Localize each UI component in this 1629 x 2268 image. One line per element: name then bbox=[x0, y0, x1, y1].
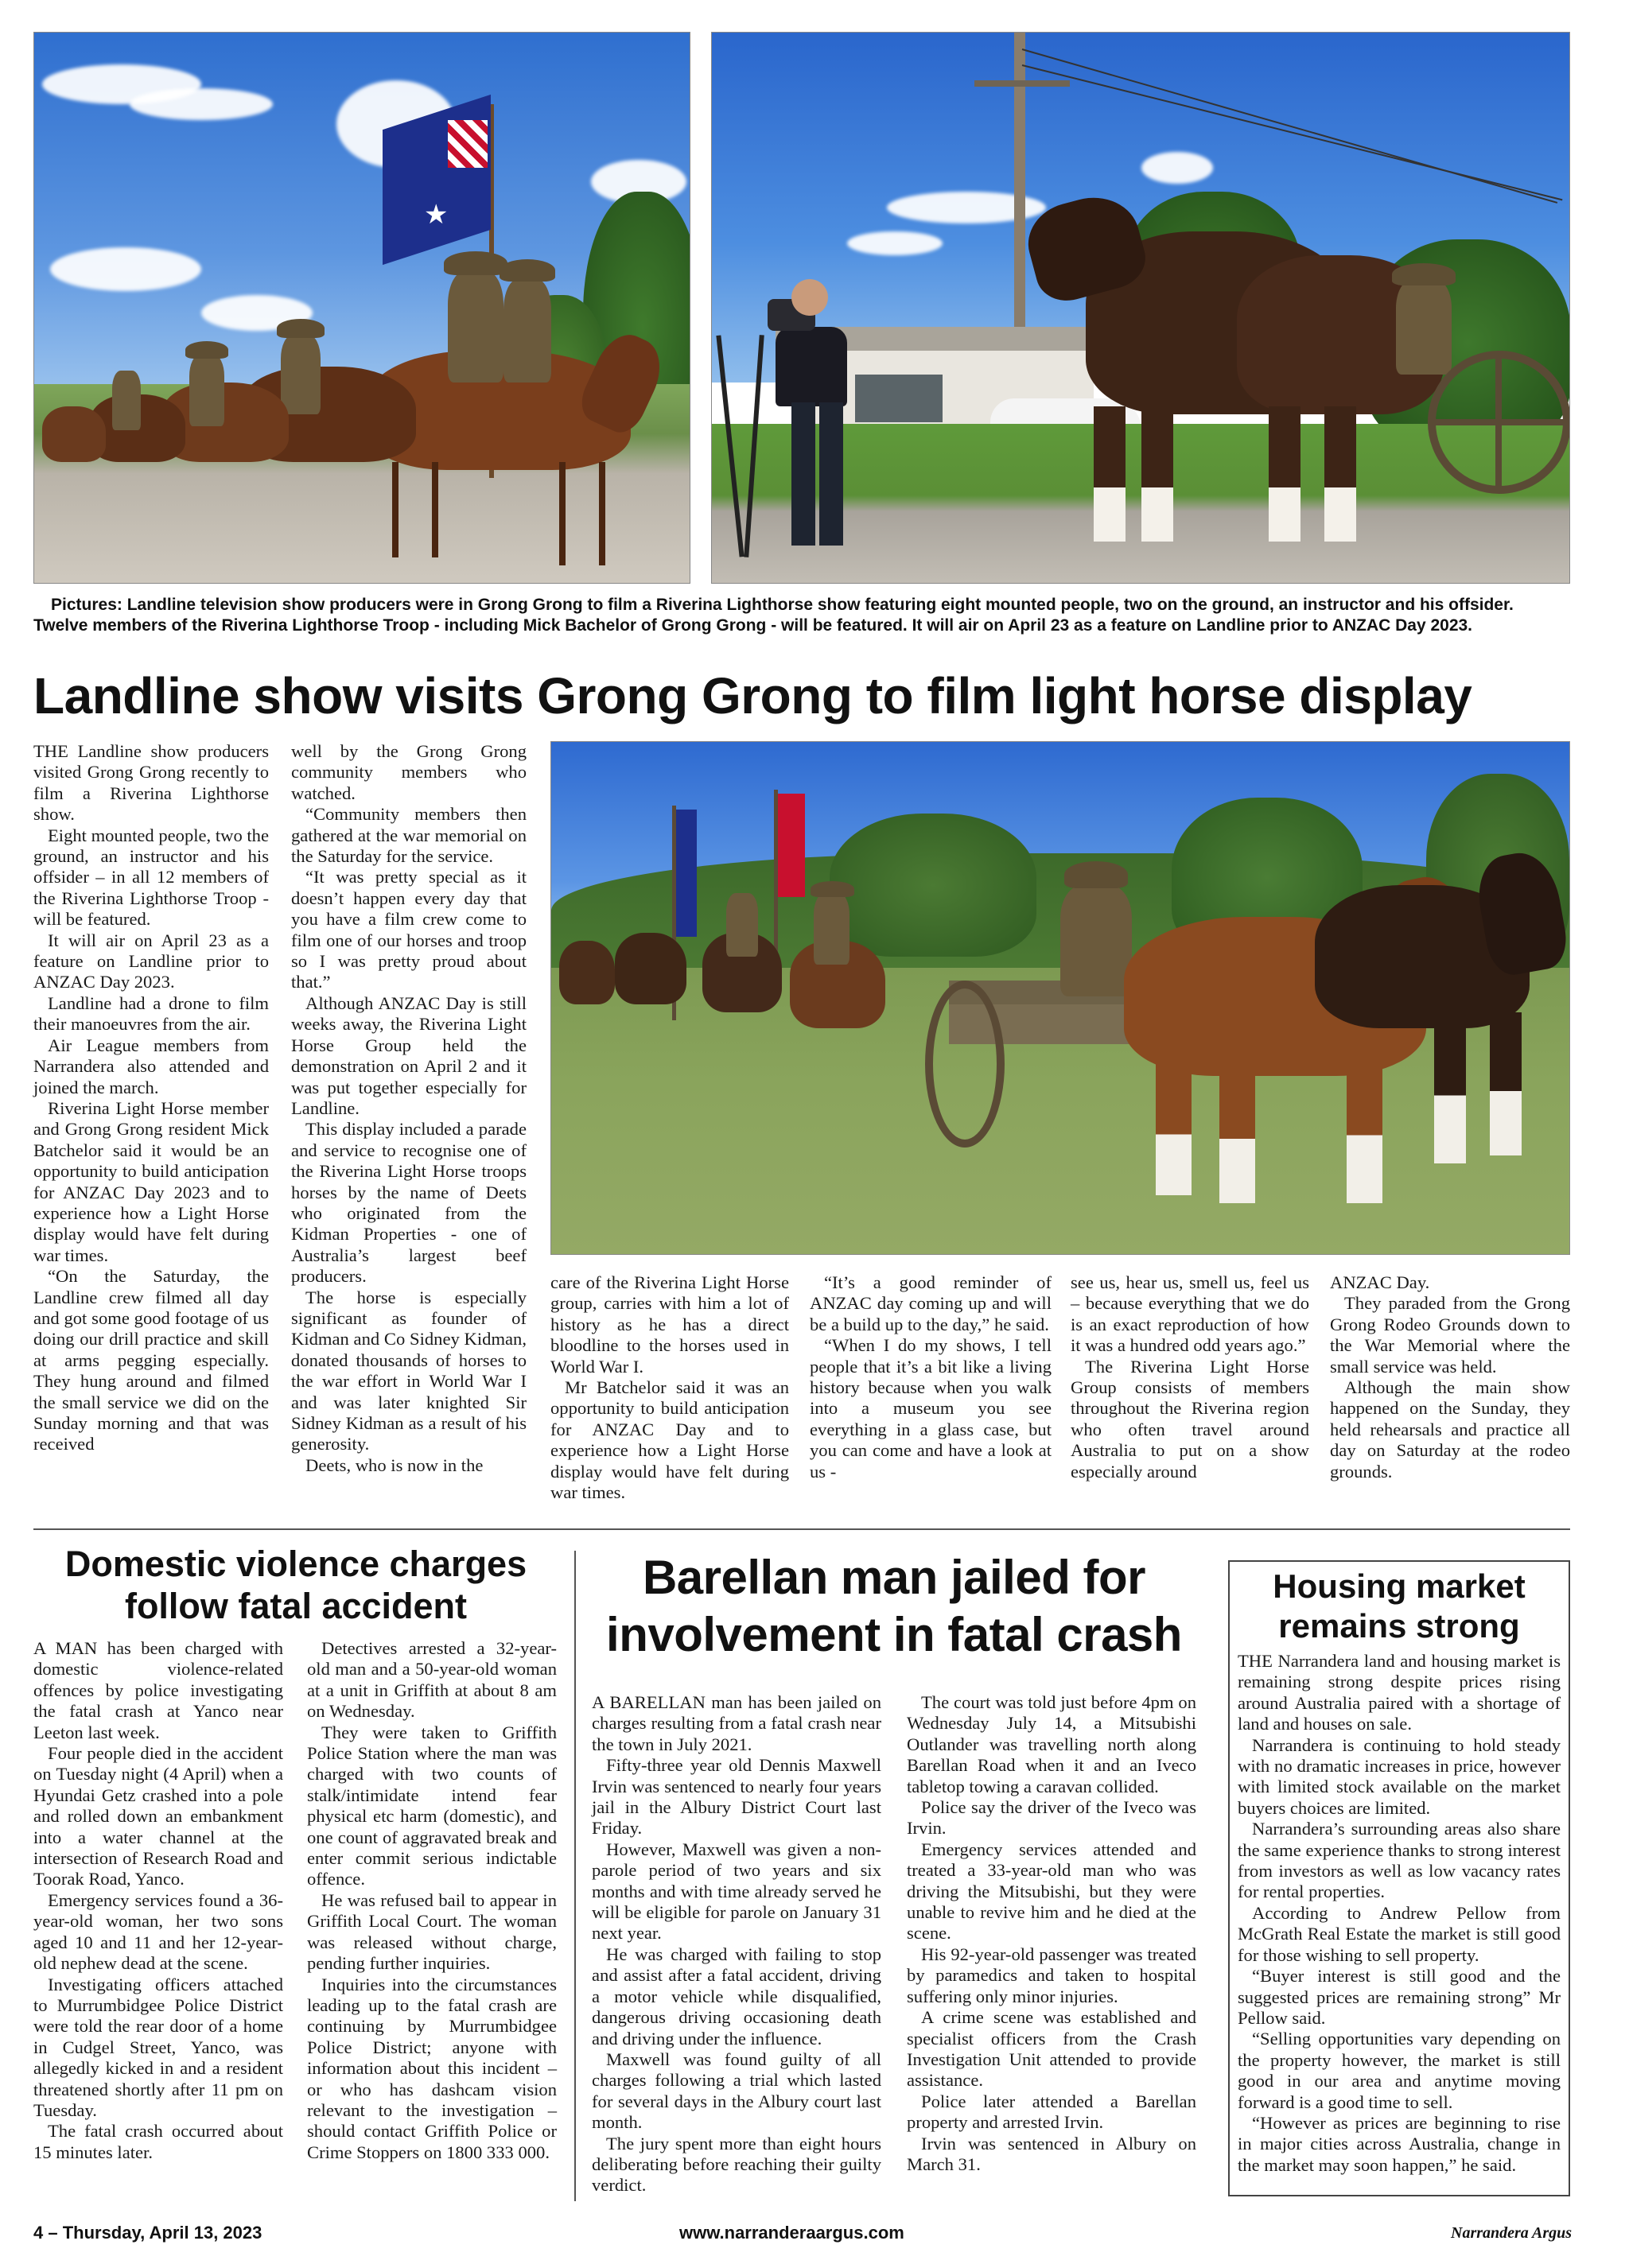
paragraph: The jury spent more than eight hours deliberating before reaching their guilty verdict. bbox=[592, 2133, 881, 2196]
paragraph: He was refused bail to appear in Griffith Local Court. The woman was released without charge, pending further inquiries. bbox=[307, 1889, 557, 1974]
paragraph: A BARELLAN man has been jailed on charges resulting from a fatal crash near the town in July 2021. bbox=[592, 1692, 881, 1754]
photo-caption: Pictures: Landline television show producers were in Grong Grong to film a Riverina Lighthorse show featuring eight mounted people, two on the ground, an instructor and his offsider. Twelve members of the Riverina Lighthorse Troop - including Mick Bachelor of Grong Grong - will be featured. It will air on April 23 as a feature on Landline prior to ANZAC Day 2023. bbox=[33, 596, 1514, 635]
paragraph: “When I do my shows, I tell people that it’s a bit like a living history because when you walk into a museum you see everything in a glass case, but you can come and have a look at us - bbox=[810, 1335, 1052, 1482]
paragraph: They paraded from the Grong Grong Rodeo Grounds down to the War Memorial where the small service was held. bbox=[1330, 1293, 1570, 1377]
paragraph: Inquiries into the circumstances leading up to the fatal crash are continuing by Murrumbidgee Police District; anyone with information about this incident – or who has dashcam vision relevant to the investigation – should contact Griffith Police or Crime Stoppers on 1800 333 000. bbox=[307, 1974, 557, 2162]
main-headline: Landline show visits Grong Grong to film light horse display bbox=[33, 667, 1472, 724]
paragraph: Although ANZAC Day is still weeks away, the Riverina Light Horse Group held the demonstration on April 2 and it was put together especially for Landline. bbox=[291, 992, 527, 1118]
paragraph: Fifty-three year old Dennis Maxwell Irvin was sentenced to nearly four years jail in the Albury District Court last Friday. bbox=[592, 1755, 881, 1839]
paragraph: “Selling opportunities vary depending on the property however, the market is still good in our area and anytime moving forward is a good time to sell. bbox=[1238, 2029, 1561, 2112]
dv-story-col-2 bbox=[307, 1638, 557, 2163]
website-footer[interactable]: www.narranderaargus.com bbox=[679, 2223, 904, 2243]
paragraph: Emergency services found a 36-year-old woman, her two sons aged 10 and 11 and her 12-year-old nephew dead at the scene. bbox=[33, 1889, 283, 1974]
paragraph: Air League members from Narrandera also attended and joined the march. bbox=[33, 1035, 269, 1097]
paragraph: Investigating officers attached to Murrumbidgee Police District were told the rear door of a home in Cudgel Street, Yanco, was allegedly kicked in and a resident threatened shortly after 11 pm on Tuesday. bbox=[33, 1974, 283, 2120]
barellan-story-col-1 bbox=[592, 1692, 881, 2196]
paragraph: Although the main show happened on the Sunday, they held rehearsals and practice all day on Saturday at the rodeo grounds. bbox=[1330, 1377, 1570, 1482]
paragraph: THE Landline show producers visited Grong Grong recently to film a Riverina Lighthorse show. bbox=[33, 741, 269, 825]
paragraph: The court was told just before 4pm on Wednesday July 14, a Mitsubishi Outlander was travelling north along Barellan Road when it and an Iveco tabletop towing a caravan collided. bbox=[907, 1692, 1196, 1796]
page-date-footer: 4 – Thursday, April 13, 2023 bbox=[33, 2223, 262, 2243]
paragraph: Irvin was sentenced in Albury on March 31. bbox=[907, 2133, 1196, 2174]
paragraph: Police say the driver of the Iveco was Irvin. bbox=[907, 1797, 1196, 1839]
paragraph: well by the Grong Grong community members who watched. bbox=[291, 741, 527, 803]
masthead-logo: Narrandera Argus bbox=[1451, 2224, 1573, 2242]
paragraph: Four people died in the accident on Tuesday night (4 April) when a Hyundai Getz crashed into a pole and rolled down an embankment into a water channel at the intersection of Research Road and Toorak Road, Yanco. bbox=[33, 1743, 283, 1889]
paragraph: A MAN has been charged with domestic violence-related offences by police investigating the fatal crash at Yanco near Leeton last week. bbox=[33, 1638, 283, 1742]
paragraph: “It was pretty special as it doesn’t happen every day that you have a film crew come to film one of our horses and troop so I was pretty proud about that.” bbox=[291, 867, 527, 992]
paragraph: “Buyer interest is still good and the suggested prices are remaining strong” Mr Pellow said. bbox=[1238, 1966, 1561, 2028]
paragraph: They were taken to Griffith Police Station where the man was charged with two counts of stalk/intimidate intend fear physical etc harm (domestic), and one count of aggravated break and enter commit serious indictable offence. bbox=[307, 1722, 557, 1889]
paragraph: Detectives arrested a 32-year-old man and a 50-year-old woman at a unit in Griffith at about 8 am on Wednesday. bbox=[307, 1638, 557, 1722]
paragraph: “It’s a good reminder of ANZAC day coming up and will be a build up to the day,” he said. bbox=[810, 1272, 1052, 1334]
main-story-col-2 bbox=[291, 741, 527, 1476]
paragraph: He was charged with failing to stop and assist after a fatal accident, driving a motor vehicle while disqualified, dangerous driving occasioning death and driving under the influence. bbox=[592, 1944, 881, 2049]
paragraph: care of the Riverina Light Horse group, carries with him a lot of history as he has a direct bloodline to the horses used in World War I. bbox=[550, 1272, 789, 1377]
paragraph: Police later attended a Barellan property and arrested Irvin. bbox=[907, 2091, 1196, 2133]
paragraph: The horse is especially significant as founder of Kidman and Co Sidney Kidman, donated thousands of horses to the war effort in World War I and was later knighted Sir Sidney Kidman as a result of his generosity. bbox=[291, 1287, 527, 1454]
housing-story-body bbox=[1238, 1651, 1561, 2176]
barellan-story-col-2 bbox=[907, 1692, 1196, 2175]
paragraph: His 92-year-old passenger was treated by paramedics and taken to hospital suffering only minor injuries. bbox=[907, 1944, 1196, 2006]
paragraph: ANZAC Day. bbox=[1330, 1272, 1430, 1292]
column-divider bbox=[574, 1551, 576, 2201]
main-story-col-4 bbox=[810, 1272, 1052, 1482]
paragraph: Landline had a drone to film their manoeuvres from the air. bbox=[33, 992, 269, 1035]
paragraph: This display included a parade and service to recognise one of the Riverina Light Horse troops horses by the name of Deets who originated from the Kidman Properties - one of Australia’s largest beef producers. bbox=[291, 1119, 527, 1287]
dv-headline: Domestic violence charges follow fatal accident bbox=[64, 1544, 527, 1626]
photo-horse-cart-display bbox=[550, 741, 1570, 1255]
paragraph: “Community members then gathered at the war memorial on the Saturday for the service. bbox=[291, 804, 527, 867]
paragraph: “However as prices are beginning to rise in major cities across Australia, change in the market may soon happen,” he said. bbox=[1238, 2112, 1561, 2175]
main-story-col-6 bbox=[1330, 1272, 1570, 1482]
paragraph: Maxwell was found guilty of all charges following a trial which lasted for several days in the Albury court last month. bbox=[592, 2049, 881, 2133]
paragraph: Deets, who is now in the bbox=[305, 1454, 484, 1475]
paragraph: The Riverina Light Horse Group consists of members throughout the Riverina region who often travel around Australia to put on a show especially around bbox=[1071, 1356, 1309, 1482]
section-divider bbox=[33, 1528, 1570, 1530]
paragraph: However, Maxwell was given a non-parole period of two years and six months and with time already served he will be eligible for parole on January 31 next year. bbox=[592, 1839, 881, 1944]
paragraph: Eight mounted people, two the ground, an instructor and his offsider – in all 12 members of the Riverina Lighthorse Troop - will be featured. bbox=[33, 825, 269, 930]
paragraph: According to Andrew Pellow from McGrath Real Estate the market is still good for those wishing to sell property. bbox=[1238, 1902, 1561, 1965]
photo-light-horse-parade: ★ bbox=[33, 32, 690, 584]
main-story-col-1 bbox=[33, 741, 269, 1455]
housing-headline: Housing market remains strong bbox=[1273, 1567, 1526, 1645]
paragraph: The fatal crash occurred about 15 minutes later. bbox=[33, 2121, 283, 2162]
paragraph: It will air on April 23 as a feature on Landline prior to ANZAC Day 2023. bbox=[33, 930, 269, 992]
paragraph: Riverina Light Horse member and Grong Grong resident Mick Batchelor said it would be an opportunity to build anticipation for ANZAC Day 2023 and to experience how a Light Horse display would have felt during war times. bbox=[33, 1097, 269, 1265]
barellan-headline: Barellan man jailed for involvement in fatal crash bbox=[606, 1551, 1182, 1661]
main-story-col-5 bbox=[1071, 1272, 1309, 1482]
dv-story-col-1 bbox=[33, 1638, 283, 2163]
paragraph: “On the Saturday, the Landline crew filmed all day and got some good footage of us doing our drill practice and skill at arms pegging especially. They hung around and filmed the small service we did on the Sunday morning and that was received bbox=[33, 1266, 269, 1454]
paragraph: Mr Batchelor said it was an opportunity to build anticipation for ANZAC Day and to experience how a Light Horse display would have felt during war times. bbox=[550, 1377, 789, 1503]
paragraph: A crime scene was established and specialist officers from the Crash Investigation Unit attended to provide assistance. bbox=[907, 2007, 1196, 2091]
photo-film-crew-horses bbox=[711, 32, 1570, 584]
paragraph: see us, hear us, smell us, feel us – because everything that we do is an exact reproduction of how it was a hundred odd years ago.” bbox=[1071, 1272, 1309, 1356]
paragraph: Emergency services attended and treated a 33-year-old man who was driving the Mitsubishi, but they were unable to revive him and he died at the scene. bbox=[907, 1839, 1196, 1944]
paragraph: Narrandera’s surrounding areas also share the same experience thanks to strong interest from investors as well as low vacancy rates for rental properties. bbox=[1238, 1819, 1561, 1902]
paragraph: Narrandera is continuing to hold steady with no dramatic increases in price, however with limited stock available on the market buyers choices are limited. bbox=[1238, 1734, 1561, 1818]
paragraph: THE Narrandera land and housing market is remaining strong despite prices rising around Australia paired with a shortage of land and houses on sale. bbox=[1238, 1651, 1561, 1734]
main-story-col-3 bbox=[550, 1272, 789, 1503]
